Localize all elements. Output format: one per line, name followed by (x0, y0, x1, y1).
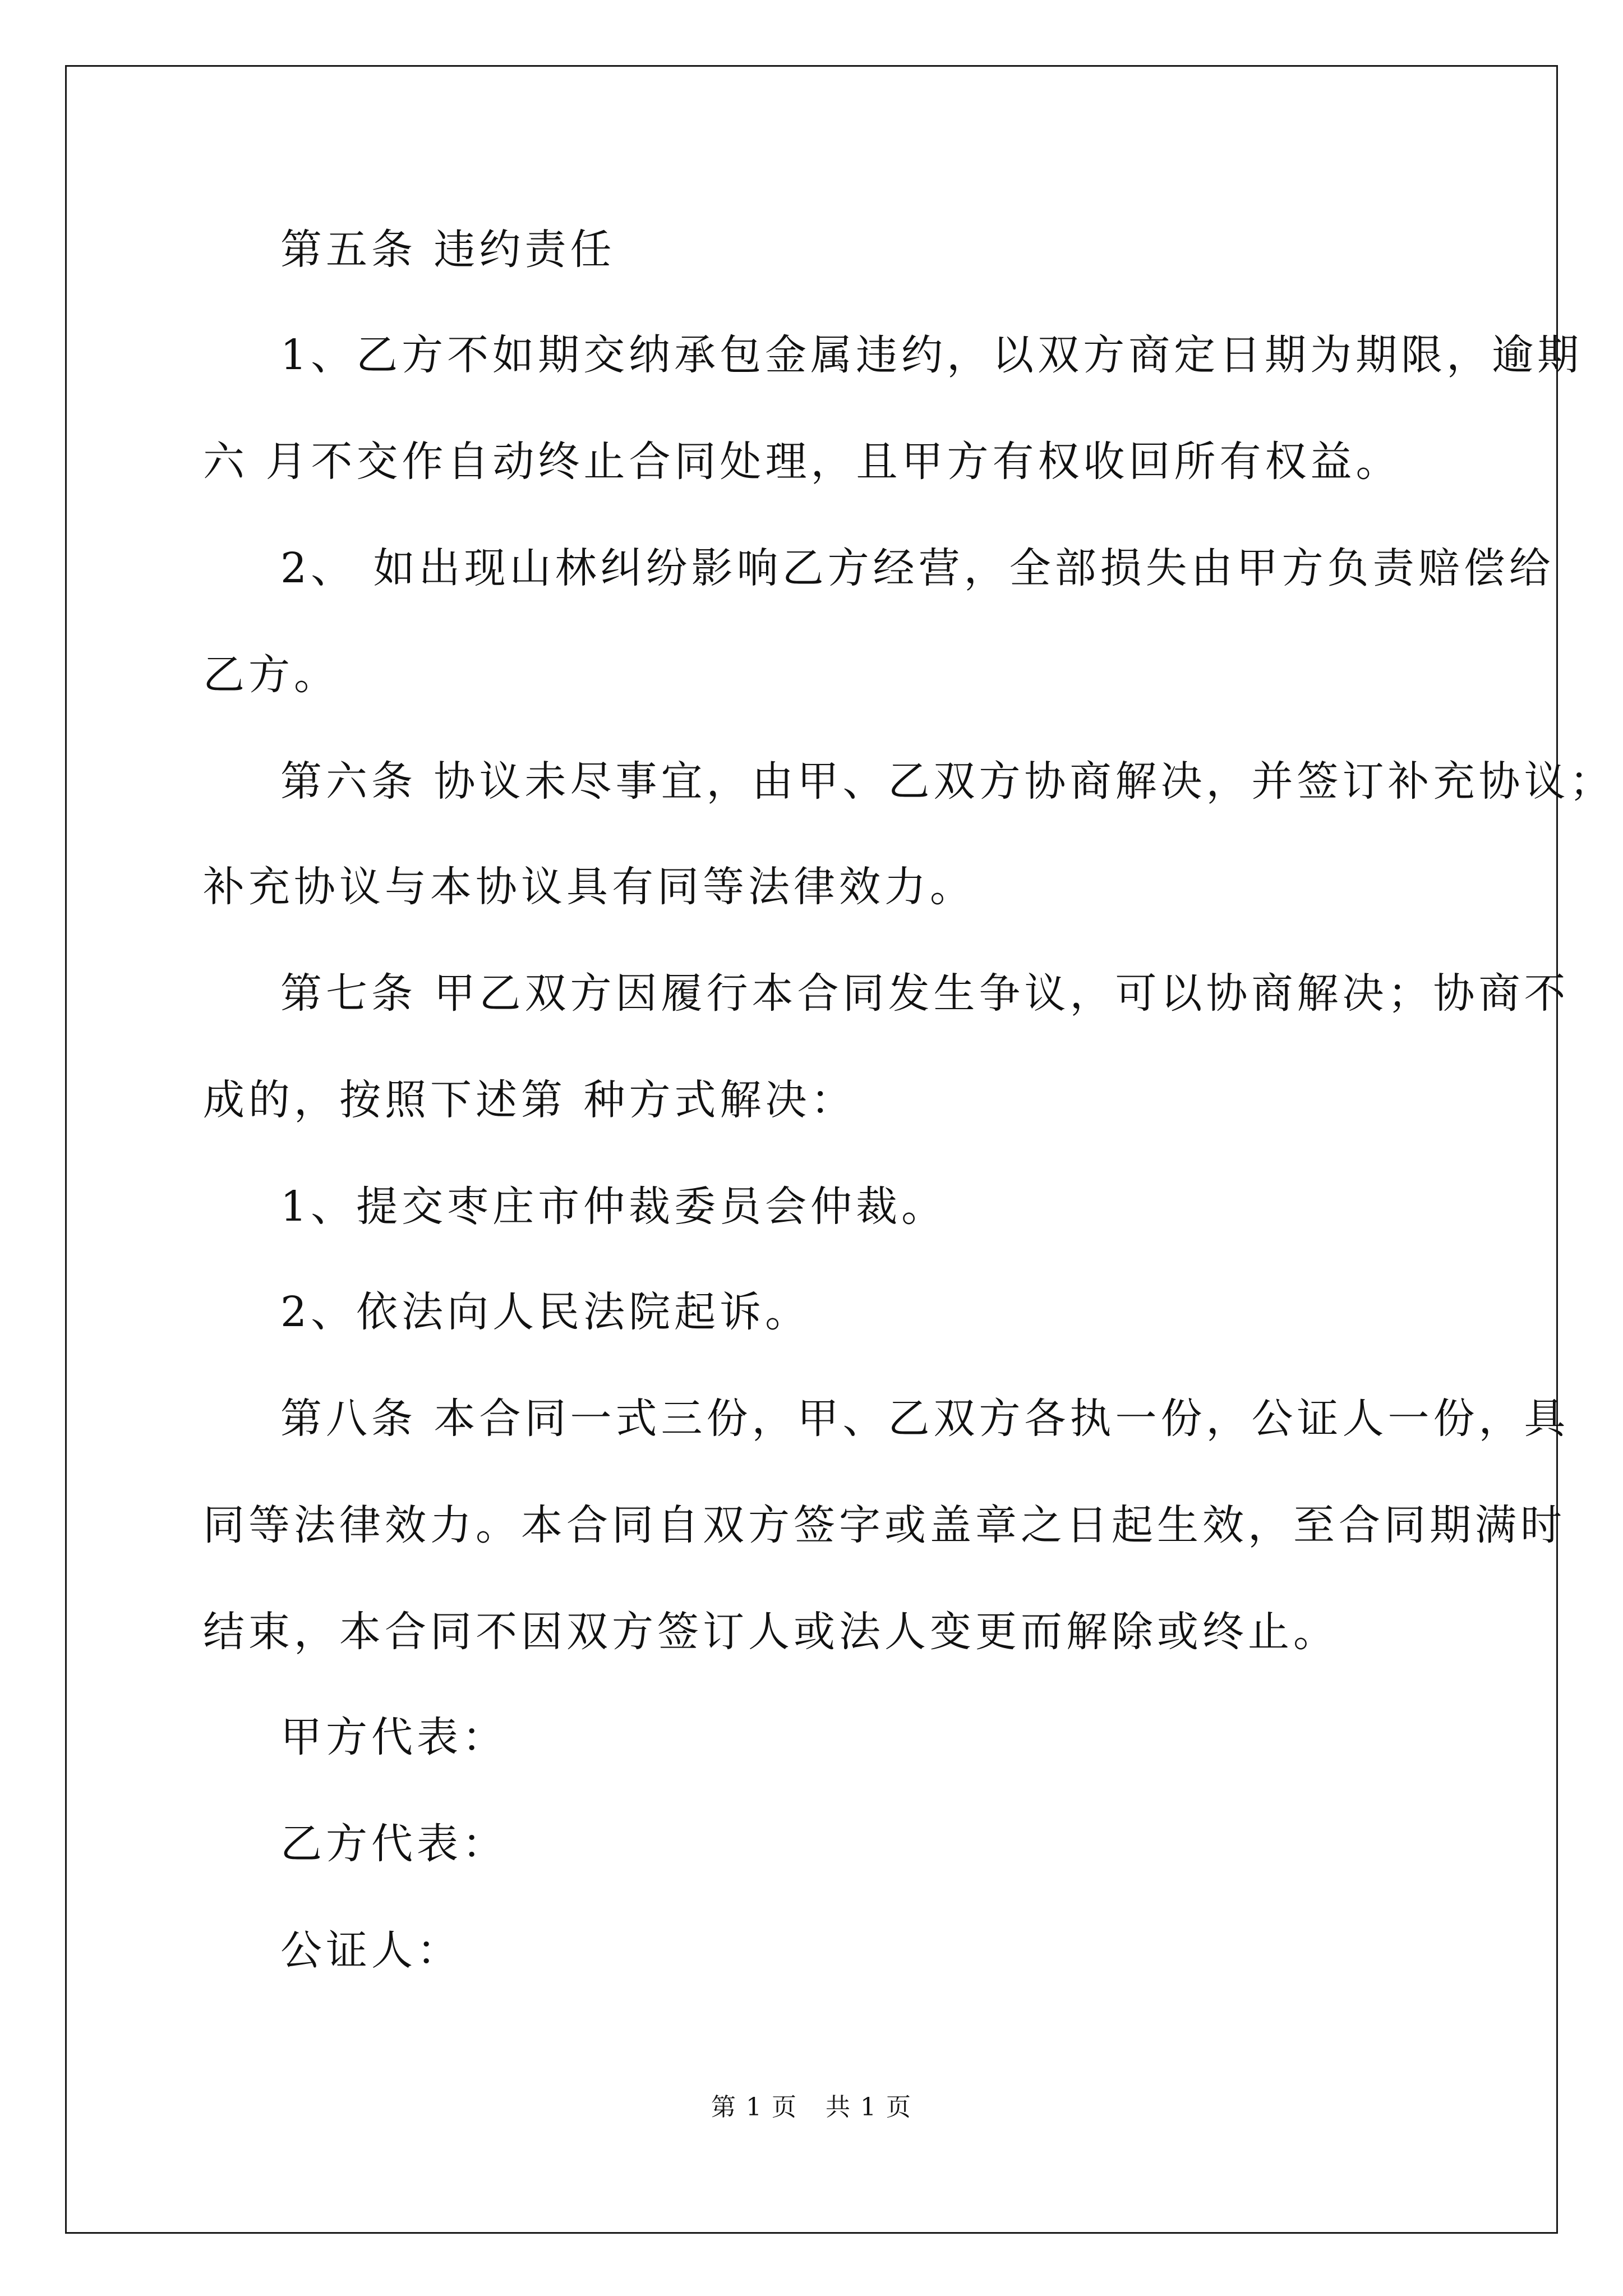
article-6-line-1: 第六条 协议未尽事宜，由甲、乙双方协商解决，并签订补充协议； (280, 757, 1615, 806)
party-a-representative: 甲方代表： (280, 1713, 508, 1761)
article-7-option-1: 1、提交枣庄市仲裁委员会仲裁。 (280, 1182, 947, 1231)
article-8-line-3: 结束，本合同不因双方签订人或法人变更而解除或终止。 (203, 1608, 1339, 1656)
article-8-line-1: 第八条 本合同一式三份，甲、乙双方各执一份，公证人一份，具 (280, 1395, 1570, 1443)
article-5-clause-1-line-2: 六 月不交作自动终止合同处理，且甲方有权收回所有权益。 (203, 438, 1401, 486)
page-number-total: 共 1 页 (826, 2093, 912, 2122)
article-7-option-2: 2、依法向人民法院起诉。 (280, 1288, 811, 1336)
article-5-clause-2-line-2: 乙方。 (203, 651, 339, 699)
article-8-line-2: 同等法律效力。本合同自双方签字或盖章之日起生效，至合同期满时 (203, 1501, 1566, 1549)
page-number-current: 第 1 页 (711, 2093, 797, 2122)
article-6-line-2: 补充协议与本协议具有同等法律效力。 (203, 863, 975, 911)
page-footer (0, 2087, 1623, 2123)
article-7-line-2: 成的，按照下述第 种方式解决： (203, 1076, 856, 1124)
article-7-line-1: 第七条 甲乙双方因履行本合同发生争议，可以协商解决；协商不 (280, 969, 1570, 1018)
party-b-representative: 乙方代表： (280, 1820, 508, 1868)
article-5-clause-1-line-1: 1、乙方不如期交纳承包金属违约，以双方商定日期为期限，逾期 (280, 331, 1583, 379)
article-5-heading: 第五条 违约责任 (280, 226, 616, 274)
notary: 公证人： (280, 1926, 462, 1975)
page-border (65, 65, 1558, 2234)
article-5-clause-2-line-1: 2、 如出现山林纠纷影响乙方经营，全部损失由甲方负责赔偿给 (280, 544, 1555, 592)
